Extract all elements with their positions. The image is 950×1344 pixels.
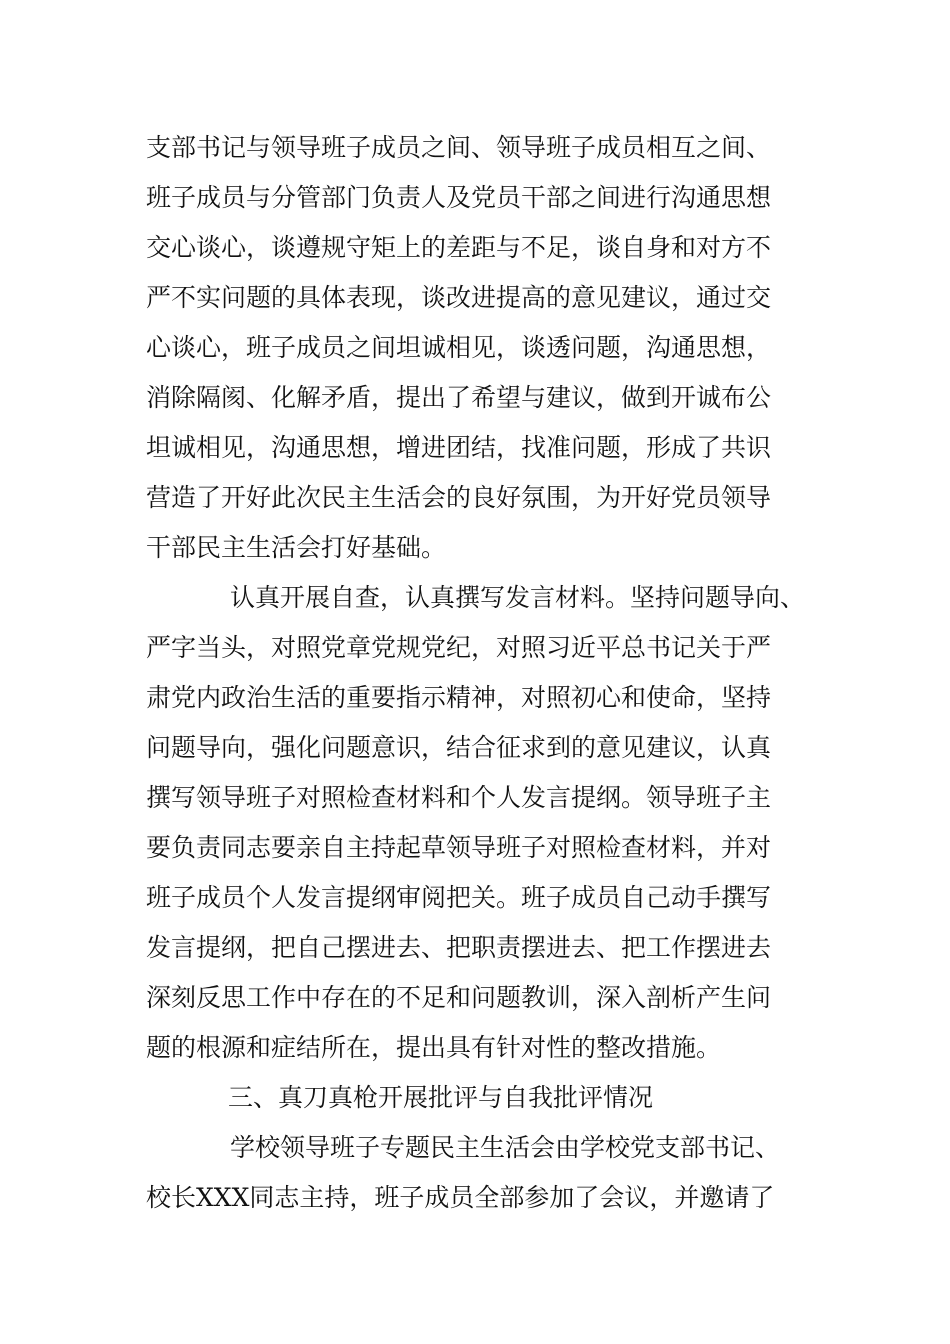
text-line: 班子成员个人发言提纲审阅把关。班子成员自己动手撰写 bbox=[146, 883, 772, 912]
text-line: 要负责同志要亲自主持起草领导班子对照检查材料，并对 bbox=[146, 833, 772, 862]
text-line: 校长XXX同志主持，班子成员全部参加了会议，并邀请了 bbox=[146, 1183, 775, 1212]
text-line: 干部民主生活会打好基础。 bbox=[146, 533, 447, 562]
text-line: 严字当头，对照党章党规党纪，对照习近平总书记关于严 bbox=[146, 633, 772, 662]
text-line: 深刻反思工作中存在的不足和问题教训，深入剖析产生问 bbox=[146, 983, 772, 1012]
text-line: 消除隔阂、化解矛盾，提出了希望与建议，做到开诚布公 bbox=[146, 383, 772, 412]
text-line: 坦诚相见，沟通思想，增进团结，找准问题，形成了共识 bbox=[146, 433, 772, 462]
text-line: 发言提纲，把自己摆进去、把职责摆进去、把工作摆进去 bbox=[146, 933, 772, 962]
text-line: 支部书记与领导班子成员之间、领导班子成员相互之间、 bbox=[146, 133, 772, 162]
text-line: 肃党内政治生活的重要指示精神，对照初心和使命，坚持 bbox=[146, 683, 772, 712]
text-line: 班子成员与分管部门负责人及党员干部之间进行沟通思想 bbox=[146, 183, 772, 212]
text-line: 问题导向，强化问题意识，结合征求到的意见建议，认真 bbox=[146, 733, 772, 762]
text-line: 撰写领导班子对照检查材料和个人发言提纲。领导班子主 bbox=[146, 783, 772, 812]
section-heading: 三、真刀真枪开展批评与自我批评情况 bbox=[228, 1083, 654, 1112]
text-line: 交心谈心，谈遵规守矩上的差距与不足，谈自身和对方不 bbox=[146, 233, 772, 262]
paragraph-start-line: 认真开展自查，认真撰写发言材料。坚持问题导向、 bbox=[230, 583, 806, 612]
text-line: 题的根源和症结所在，提出具有针对性的整改措施。 bbox=[146, 1033, 722, 1062]
text-line: 心谈心，班子成员之间坦诚相见，谈透问题，沟通思想， bbox=[146, 333, 772, 362]
text-line: 严不实问题的具体表现，谈改进提高的意见建议，通过交 bbox=[146, 283, 772, 312]
text-line: 营造了开好此次民主生活会的良好氛围，为开好党员领导 bbox=[146, 483, 772, 512]
paragraph-start-line: 学校领导班子专题民主生活会由学校党支部书记、 bbox=[230, 1133, 781, 1162]
